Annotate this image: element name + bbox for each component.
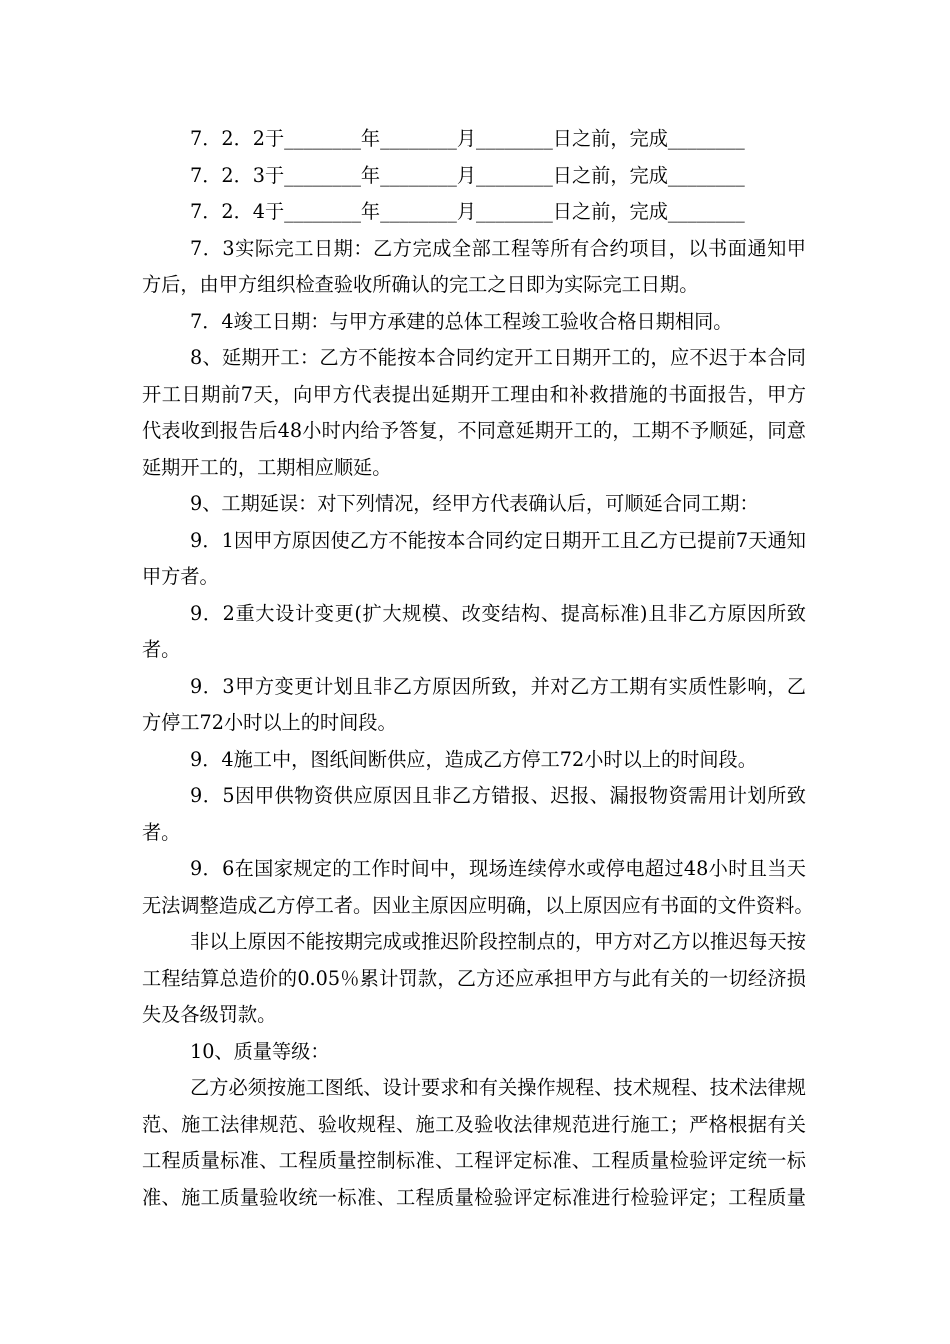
text-line: 9．4施工中，图纸间断供应，造成乙方停工72小时以上的时间段。 bbox=[190, 747, 757, 771]
text-line: 9、工期延误：对下列情况，经甲方代表确认后，可顺延合同工期： bbox=[190, 492, 759, 515]
text-line: 9．2重大设计变更(扩大规模、改变结构、提高标准)且非乙方原因所致 bbox=[190, 601, 806, 625]
text-line: 无法调整造成乙方停工者。因业主原因应明确，以上原因应有书面的文件资料。 bbox=[142, 893, 814, 917]
text-line: 9．5因甲供物资供应原因且非乙方错报、迟报、漏报物资需用计划所致 bbox=[190, 784, 806, 807]
text-line: 7．2．2于________年________月________日之前，完成________ bbox=[190, 127, 745, 150]
text-line: 者。 bbox=[142, 638, 181, 661]
text-line: 乙方必须按施工图纸、设计要求和有关操作规程、技术规程、技术法律规 bbox=[190, 1076, 806, 1099]
text-line: 8、延期开工：乙方不能按本合同约定开工日期开工的，应不迟于本合同 bbox=[190, 346, 806, 369]
text-line: 甲方者。 bbox=[142, 565, 219, 588]
text-line: 准、施工质量验收统一标准、工程质量检验评定标准进行检验评定；工程质量 bbox=[142, 1185, 806, 1209]
text-line: 工程质量标准、工程质量控制标准、工程评定标准、工程质量检验评定统一标 bbox=[142, 1149, 806, 1172]
text-line: 非以上原因不能按期完成或推迟阶段控制点的，甲方对乙方以推迟每天按 bbox=[190, 930, 806, 953]
text-line: 工程结算总造价的0.05％累计罚款，乙方还应承担甲方与此有关的一切经济损 bbox=[142, 966, 806, 990]
text-line: 10、质量等级： bbox=[190, 1039, 330, 1063]
text-line: 7．4竣工日期：与甲方承建的总体工程竣工验收合格日期相同。 bbox=[190, 309, 733, 333]
text-line: 延期开工的，工期相应顺延。 bbox=[142, 455, 392, 479]
text-line: 9．6在国家规定的工作时间中，现场连续停水或停电超过48小时且当天 bbox=[190, 857, 806, 880]
text-line: 9．3甲方变更计划且非乙方原因所致，并对乙方工期有实质性影响，乙 bbox=[190, 674, 806, 698]
text-line: 9．1因甲方原因使乙方不能按本合同约定日期开工且乙方已提前7天通知 bbox=[190, 528, 806, 552]
text-line: 方停工72小时以上的时间段。 bbox=[142, 711, 397, 734]
text-line: 7．3实际完工日期：乙方完成全部工程等所有合约项目，以书面通知甲 bbox=[190, 236, 806, 260]
text-line: 7．2．4于________年________月________日之前，完成________ bbox=[190, 200, 745, 223]
text-line: 开工日期前7天，向甲方代表提出延期开工理由和补救措施的书面报告，甲方 bbox=[142, 382, 806, 406]
text-line: 代表收到报告后48小时内给予答复，不同意延期开工的，工期不予顺延，同意 bbox=[142, 419, 806, 442]
text-line: 方后，由甲方组织检查验收所确认的完工之日即为实际完工日期。 bbox=[142, 273, 699, 296]
document-body bbox=[142, 121, 814, 1216]
text-line: 失及各级罚款。 bbox=[142, 1003, 277, 1026]
text-line: 7．2．3于________年________月________日之前，完成________ bbox=[190, 163, 745, 187]
text-line: 范、施工法律规范、验收规程、施工及验收法律规范进行施工；严格根据有关 bbox=[142, 1112, 806, 1136]
text-line: 者。 bbox=[142, 820, 181, 844]
